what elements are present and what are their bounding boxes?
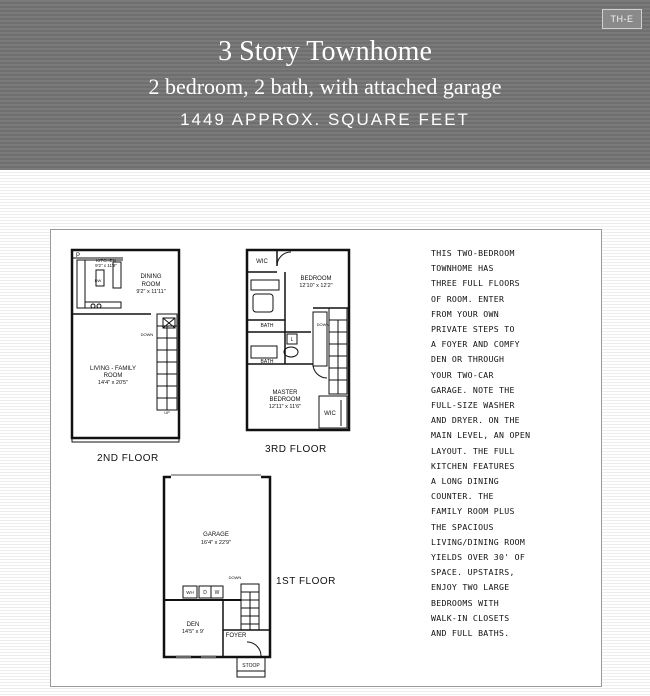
bedroom-label: BEDROOM [300,276,332,282]
description-line: COUNTER. THE [431,491,494,502]
bath-lower-label: BATH [260,359,274,365]
living-dim: 14'4" x 20'5" [97,380,129,386]
description-line: MAIN LEVEL, AN OPEN [431,430,531,441]
kitchen-label: KITCHEN [96,258,116,263]
second-floor-plan [72,250,179,442]
wic-top-label: WIC [256,259,268,265]
master-label: MASTER [272,390,298,396]
first-floor-label: 1ST FLOOR [276,576,336,587]
description-line: PRIVATE STEPS TO [431,324,515,335]
foyer-label: FOYER [225,633,247,639]
den-dim: 14'5" x 9' [181,629,205,635]
description-line: THIS TWO-BEDROOM [431,248,515,258]
page-title: 3 Story Townhome [218,36,432,67]
header-banner [0,0,650,170]
description-line: AND DRYER. ON THE [431,415,520,426]
kitchen-dim: 9'2" x 11'9" [95,263,117,268]
floorplan-panel [50,229,602,687]
second-floor-label: 2ND FLOOR [97,453,159,464]
description-line: OF ROOM. ENTER [431,293,505,304]
bath-upper-label: BATH [260,323,274,329]
description-line: WALK-IN CLOSETS [431,612,510,623]
dining-label-2: ROOM [141,282,161,288]
water-heater-label: WH [186,590,194,595]
second-down-label: DOWN [140,332,154,337]
den-label: DEN [186,622,200,628]
description-line: THREE FULL FLOORS [431,278,520,289]
living-label: LIVING - FAMILY [90,366,136,372]
description-line: SPACE. UPSTAIRS, [431,567,515,578]
description-line: ENJOY TWO LARGE [431,582,510,593]
garage-dim: 16'4" x 22'9" [200,540,232,546]
linen-label: L [290,337,294,343]
stoop-label: STOOP [242,663,260,669]
master-dim: 12'11" x 11'6" [268,404,302,410]
description-line: DEN OR THROUGH [431,354,505,365]
model-badge: TH-E [602,9,642,29]
description-line: AND FULL BATHS. [431,628,510,639]
description-line: LAYOUT. THE FULL [431,445,515,456]
description-line: BEDROOMS WITH [431,597,499,608]
description-line: YOUR TWO-CAR [431,369,494,380]
dryer-label: D [203,590,207,596]
first-floor-plan [164,475,270,677]
description-line: TOWNHOME HAS [431,263,494,274]
description-line: A LONG DINING [431,476,499,487]
wic-bottom-label: WIC [324,411,336,417]
garage-label: GARAGE [203,532,229,538]
master-label-2: BEDROOM [269,397,301,403]
description-line: FULL-SIZE WASHER [431,400,515,411]
description-line: GARAGE. NOTE THE [431,384,515,395]
dining-dim: 9'2" x 11'11" [136,289,166,295]
description-line: FROM YOUR OWN [431,308,499,319]
washer-label: W [214,590,220,596]
description-line: KITCHEN FEATURES [431,460,515,471]
third-down-label: DOWN [316,322,330,327]
description-line: LIVING/DINING ROOM [431,536,526,547]
dining-label: DINING [140,274,162,280]
square-footage: 1449 APPROX. SQUARE FEET [180,110,470,129]
bedroom-dim: 12'10" x 12'2" [299,283,333,289]
dw-label: DW [94,278,102,283]
description-line: FAMILY ROOM PLUS [431,506,515,517]
third-floor-label: 3RD FLOOR [265,444,327,455]
living-label-2: ROOM [103,373,123,379]
third-floor-plan [247,250,349,430]
description-text [431,246,581,641]
description-line: THE SPACIOUS [431,521,494,532]
description-line: A FOYER AND COMFY [431,339,520,350]
page-subtitle: 2 bedroom, 2 bath, with attached garage [148,74,502,99]
first-down-label: DOWN [228,575,242,580]
second-up-label: UP [164,410,170,415]
description-line: YIELDS OVER 30' OF [431,552,526,563]
pantry-label: P [75,253,81,259]
